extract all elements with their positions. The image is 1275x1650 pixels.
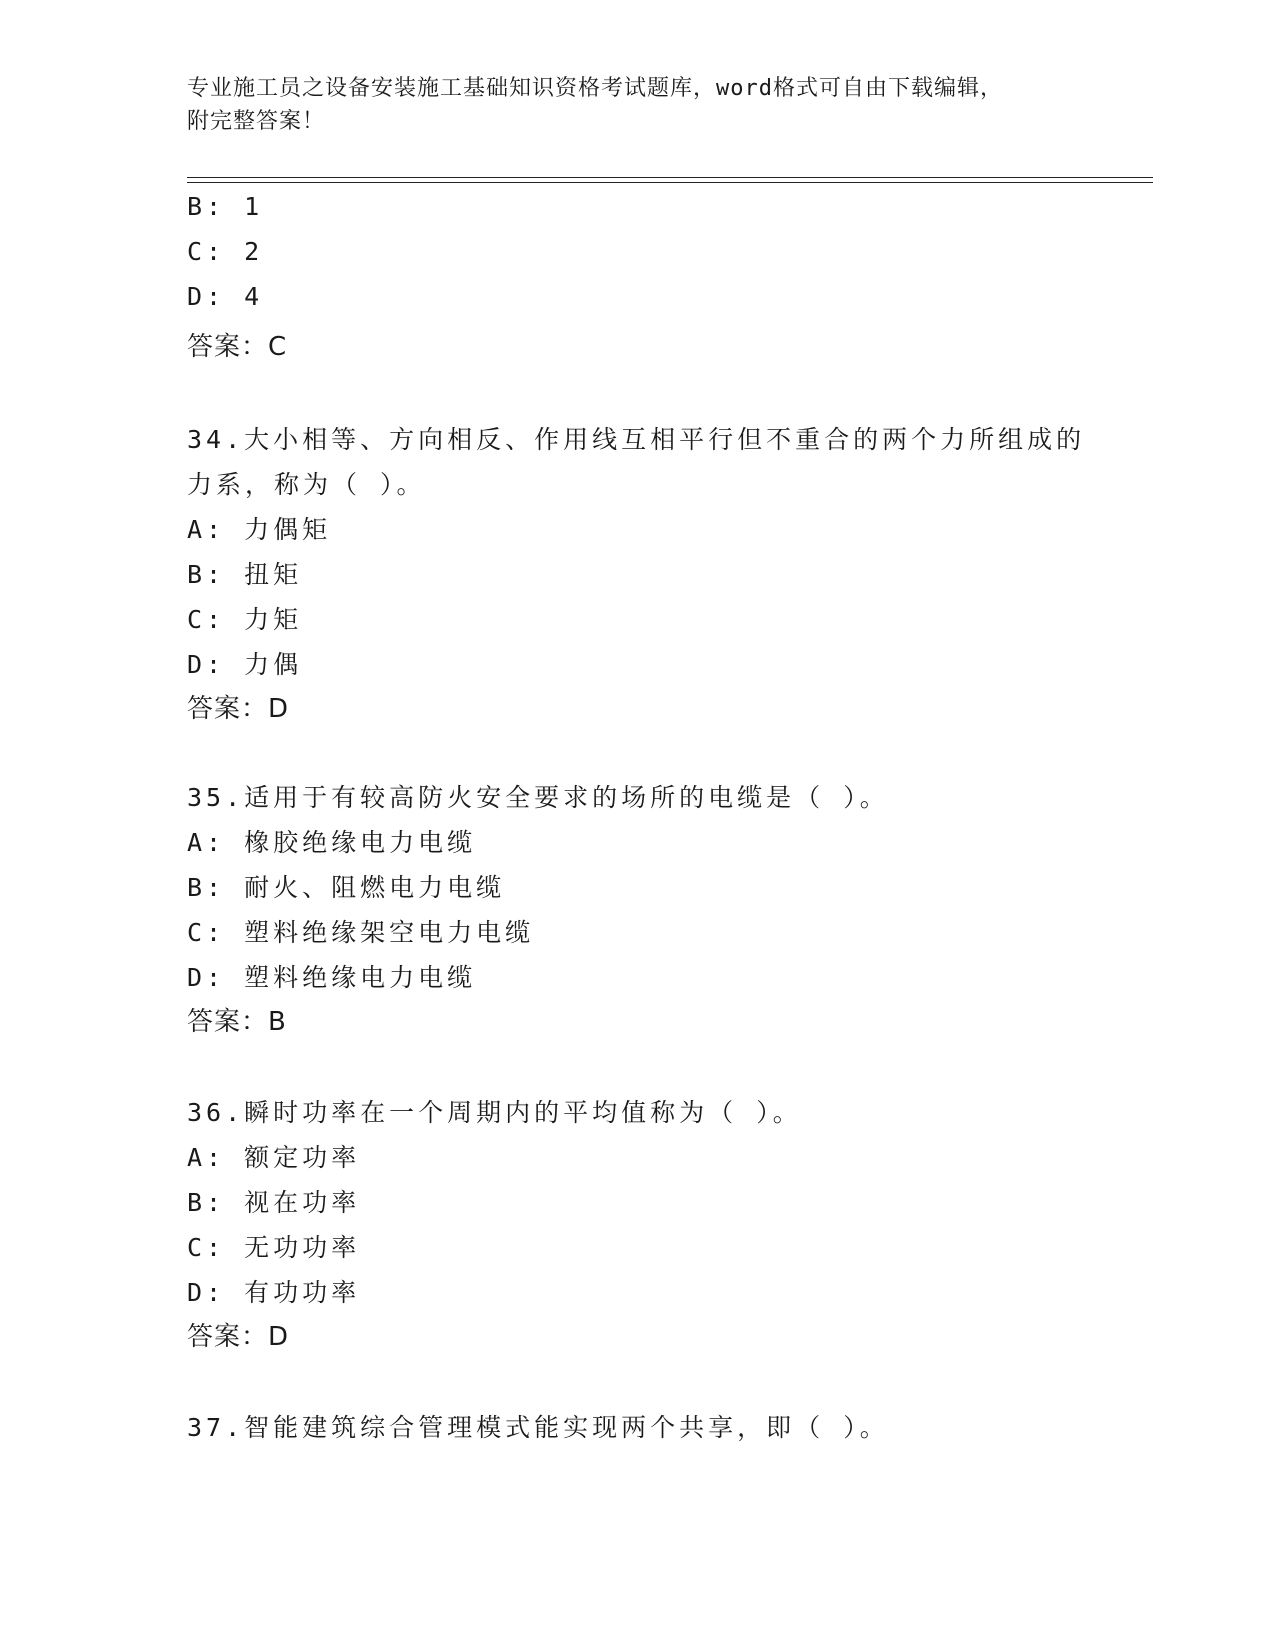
answer: 答案：B xyxy=(187,1007,287,1037)
answer: 答案：D xyxy=(187,1322,290,1352)
question-stem: 35.适用于有较高防火安全要求的场所的电缆是（ ）。 xyxy=(187,783,889,812)
question-stem: 36.瞬时功率在一个周期内的平均值称为（ ）。 xyxy=(187,1098,802,1127)
option-c: C: 力矩 xyxy=(187,605,303,634)
answer: 答案：D xyxy=(187,694,290,724)
document-header xyxy=(187,72,1087,138)
option-c: C: 无功功率 xyxy=(187,1233,361,1262)
option-b: B: 视在功率 xyxy=(187,1188,361,1217)
answer: 答案：C xyxy=(187,332,288,362)
header-line-1: 专业施工员之设备安装施工基础知识资格考试题库，word格式可自由下载编辑， xyxy=(187,76,1003,101)
question-stem: 力系，称为（ ）。 xyxy=(187,470,426,499)
option-b: B: 耐火、阻燃电力电缆 xyxy=(187,873,506,902)
option-d: D: 有功功率 xyxy=(187,1278,361,1307)
question-stem: 34.大小相等、方向相反、作用线互相平行但不重合的两个力所组成的 xyxy=(187,425,1086,454)
header-divider-top xyxy=(187,177,1153,178)
header-line-2: 附完整答案！ xyxy=(187,109,326,134)
option-b: B: 1 xyxy=(187,192,264,221)
option-d: D: 塑料绝缘电力电缆 xyxy=(187,963,477,992)
option-d: D: 4 xyxy=(187,282,264,311)
option-b: B: 扭矩 xyxy=(187,560,303,589)
option-a: A: 额定功率 xyxy=(187,1143,361,1172)
option-d: D: 力偶 xyxy=(187,650,303,679)
option-a: A: 橡胶绝缘电力电缆 xyxy=(187,828,477,857)
option-c: C: 塑料绝缘架空电力电缆 xyxy=(187,918,535,947)
header-divider-bottom xyxy=(187,182,1153,183)
question-stem: 37.智能建筑综合管理模式能实现两个共享，即（ ）。 xyxy=(187,1413,889,1442)
option-a: A: 力偶矩 xyxy=(187,515,332,544)
option-c: C: 2 xyxy=(187,237,264,266)
